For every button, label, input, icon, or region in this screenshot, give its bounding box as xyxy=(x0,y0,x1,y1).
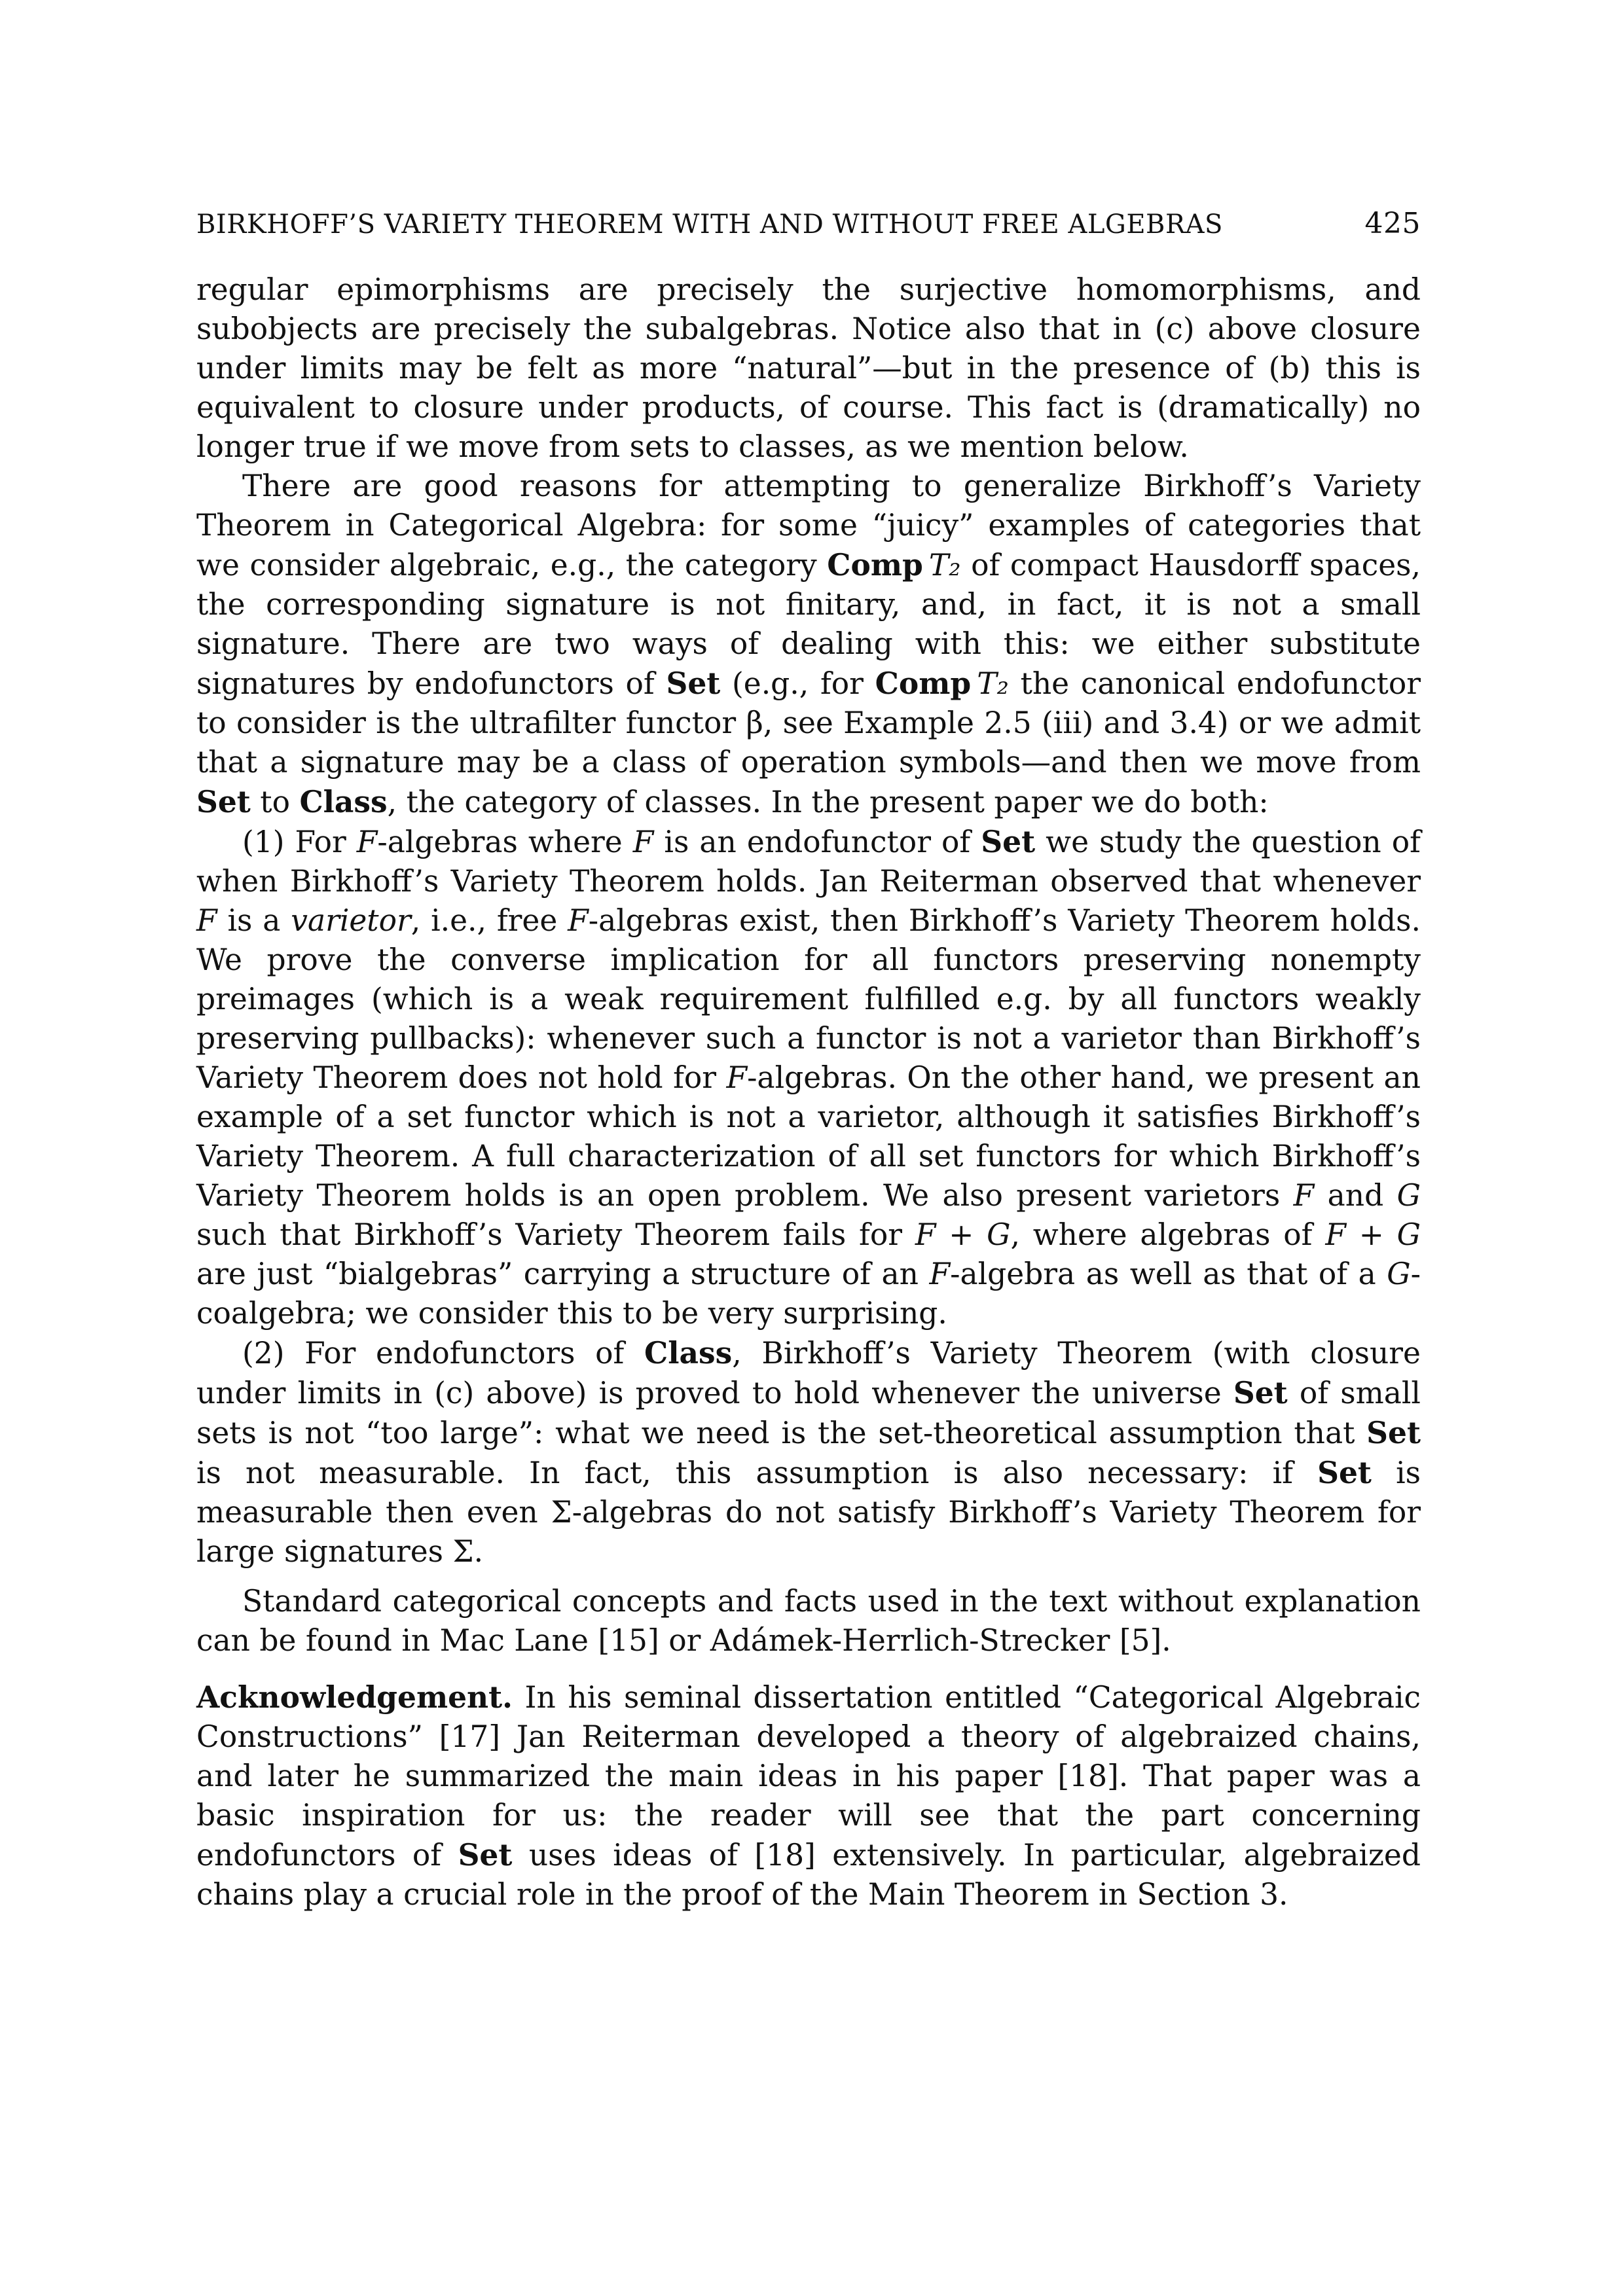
paragraph-2: There are good reasons for attempting to generalize Birkhoff’s Variety Theorem in Categorical Algebra: for some “juicy” examples of categories that we consider algebraic, e.g., the category Comp T₂ of compact Hausdorff spaces, the corresponding signature is not finitary, and, in fact, it is not a small signature. There are two ways of dealing with this: we either substitute signatures by endofunctors of Set (e.g., for Comp T₂ the canonical endofunctor to consider is the ultrafilter functor β, see Example 2.5 (iii) and 3.4) or we admit that a signature may be a class of operation symbols—and then we move from Set to Class, the category of classes. In the present paper we do both: xyxy=(196,469,1421,819)
paragraph-4: (2) For endofunctors of Class, Birkhoff’s Variety Theorem (with closure under limits in (c) above) is proved to hold whenever the universe Set of small sets is not “too large”: what we need is the set-theoretical assumption that Set is not measurable. In fact, this assumption is also necessary: if Set is measurable then even Σ-algebras do not satisfy Birkhoff’s Variety Theorem for large signatures Σ. xyxy=(196,1335,1421,1569)
paragraph-3: (1) For F-algebras where F is an endofunctor of Set we study the question of when Birkhoff’s Variety Theorem holds. Jan Reiterman observed that whenever F is a varietor, i.e., free F-algebras exist, then Birkhoff’s Variety Theorem holds. We prove the converse implication for all functors preserving nonempty preimages (which is a weak requirement fulfilled e.g. by all functors weakly preserving pullbacks): whenever such a functor is not a varietor than Birkhoff’s Variety Theorem does not hold for F-algebras. On the other hand, we present an example of a set functor which is not a varietor, although it satisfies Birkhoff’s Variety Theorem. A full characterization of all set functors for which Birkhoff’s Variety Theorem holds is an open problem. We also present varietors F and G such that Birkhoff’s Variety Theorem fails for F + G, where algebras of F + G are just “bialgebras” carrying a structure of an F-algebra as well as that of a G-coalgebra; we consider this to be very surprising. xyxy=(196,824,1421,1331)
acknowledgement: Acknowledgement. In his seminal dissertation entitled “Categorical Algebraic Constructions” [17] Jan Reiterman developed a theory of algebraized chains, and later he summarized the main ideas in his paper [18]. That paper was a basic inspiration for us: the reader will see that the part concerning endofunctors of Set uses ideas of [18] extensively. In particular, algebraized chains play a crucial role in the proof of the Main Theorem in Section 3. xyxy=(196,1679,1421,1912)
running-title: BIRKHOFF’S VARIETY THEOREM WITH AND WITHOUT FREE ALGEBRAS xyxy=(196,209,1223,240)
page xyxy=(196,204,1421,1914)
running-header xyxy=(196,204,1421,244)
acknowledgement-heading: Acknowledgement. xyxy=(196,1679,513,1715)
page-number: 425 xyxy=(1364,207,1421,240)
paragraph-1: regular epimorphisms are precisely the surjective homomorphisms, and subobjects are precisely the subalgebras. Notice also that in (c) above closure under limits may be felt as more “natural”—but in the presence of (b) this is equivalent to closure under products, of course. This fact is (dramatically) no longer true if we move from sets to classes, as we mention below. xyxy=(196,272,1421,464)
paragraph-5: Standard categorical concepts and facts used in the text without explanation can be found in Mac Lane [15] or Adámek-Herrlich-Strecker [5]. xyxy=(196,1584,1421,1658)
